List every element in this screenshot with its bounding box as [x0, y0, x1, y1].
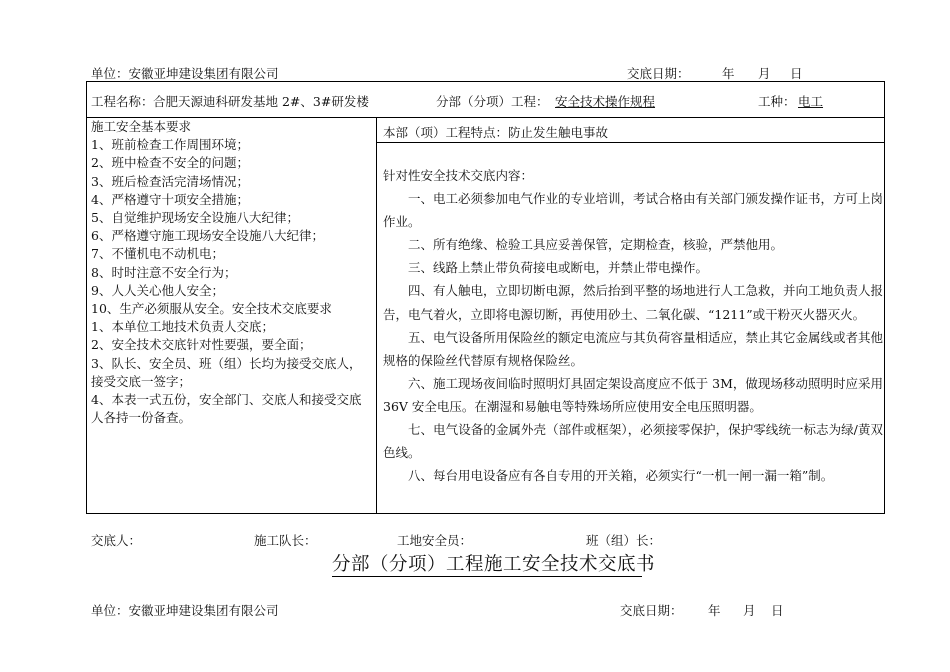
date-label-2: 交底日期：	[620, 603, 683, 618]
left-line: 4、严格遵守十项安全措施；	[91, 191, 249, 207]
sub-project-label: 分部（分项）工程：	[436, 94, 549, 109]
table-right-border	[884, 81, 885, 514]
team-leader-label: 班（组）长：	[586, 533, 662, 548]
date-year-2: 年	[708, 603, 721, 618]
unit-label: 单位：安徽亚坤建设集团有限公司	[91, 66, 279, 81]
left-line: 8、时时注意不安全行为；	[91, 264, 237, 280]
left-line: 1、本单位工地技术负责人交底；	[91, 319, 274, 335]
trade-label: 工种：	[758, 94, 796, 109]
captain-label: 施工队长：	[254, 533, 317, 548]
project-feature: 本部（项）工程特点：防止发生触电事故	[383, 125, 609, 140]
date-day-2: 日	[771, 603, 784, 618]
left-line: 1、班前检查工作周围环境；	[91, 137, 249, 153]
left-line: 5、自觉维护现场安全设施八大纪律；	[91, 210, 299, 226]
feature-bottom-border	[376, 142, 885, 143]
left-line: 7、不懂机电不动机电；	[91, 246, 224, 262]
safety-officer-label: 工地安全员：	[397, 533, 473, 548]
safety-requirements	[91, 118, 373, 427]
disclosure-item: 六、施工现场夜间临时照明灯具固定架设高度应不低于 3M，做现场移动照明时应采用 36V 安全电压。在潮湿和易触电等特殊场所应使用安全电压照明器。	[383, 375, 883, 414]
page-title: 分部（分项）工程施工安全技术交底书	[332, 554, 656, 575]
disclosure-item: 七、电气设备的金属外壳（部件或框架），必须接零保护，保护零线统一标志为绿/黄双色线。	[383, 422, 883, 461]
table-bottom-border	[86, 513, 885, 514]
table-middle-divider	[376, 117, 377, 514]
disclosure-item: 二、所有绝缘、检验工具应妥善保管，定期检查，核验，严禁他用。	[408, 237, 784, 253]
disclosure-item: 五、电气设备所用保险丝的额定电流应与其负荷容量相适应，禁止其它金属线或者其他规格的保险丝代替原有规格保险丝。	[383, 329, 884, 368]
disclosure-item: 四、有人触电，立即切断电源，然后抬到平整的场地进行人工急救，并向工地负责人报告，电气着火，立即将电源切断，再使用砂土、二氧化碳、“1211”或干粉灭火器灭火。	[383, 283, 884, 322]
date-month: 月	[758, 66, 771, 81]
left-line: 9、人人关心他人安全；	[91, 282, 224, 298]
date-day: 日	[790, 66, 803, 81]
left-line: 6、严格遵守施工现场安全设施八大纪律；	[91, 228, 324, 244]
left-line: 10、生产必须服从安全。安全技术交底要求	[91, 301, 332, 317]
title-underline	[332, 576, 642, 577]
disclosure-item: 一、电工必须参加电气作业的专业培训，考试合格由有关部门颁发操作证书，方可上岗作业。	[383, 191, 884, 230]
date-year: 年	[722, 66, 735, 81]
sub-project-value: 安全技术操作规程	[555, 94, 656, 109]
project-name-value: 合肥天源迪科研发基地 2#、3#研发楼	[153, 94, 369, 109]
left-line: 3、班后检查活完清场情况；	[91, 173, 249, 189]
date-month-2: 月	[743, 603, 756, 618]
table-left-border	[86, 81, 87, 514]
project-name-label: 工程名称：	[91, 94, 154, 109]
date-label: 交底日期：	[627, 66, 690, 81]
disclosure-intro: 针对性安全技术交底内容：	[383, 168, 534, 183]
discloser-label: 交底人：	[91, 533, 142, 548]
left-line: 施工安全基本要求	[91, 119, 192, 134]
table-top-border	[86, 81, 885, 82]
left-line: 2、安全技术交底针对性要强，要全面；	[91, 337, 312, 353]
left-line: 3、队长、安全员、班（组）长均为接受交底人，接受交底一签字；	[91, 355, 362, 389]
disclosure-item: 三、线路上禁止带负荷接电或断电，并禁止带电操作。	[408, 260, 709, 276]
disclosure-item: 八、每台用电设备应有各自专用的开关箱，必须实行“一机一闸一漏一箱”制。	[408, 468, 834, 484]
unit-label-2: 单位：安徽亚坤建设集团有限公司	[91, 603, 279, 618]
disclosure-content	[383, 164, 883, 487]
left-line: 2、班中检查不安全的问题；	[91, 155, 249, 171]
trade-value: 电工	[798, 94, 824, 109]
left-line: 4、本表一式五份，安全部门、交底人和接受交底人各持一份备查。	[91, 392, 362, 426]
